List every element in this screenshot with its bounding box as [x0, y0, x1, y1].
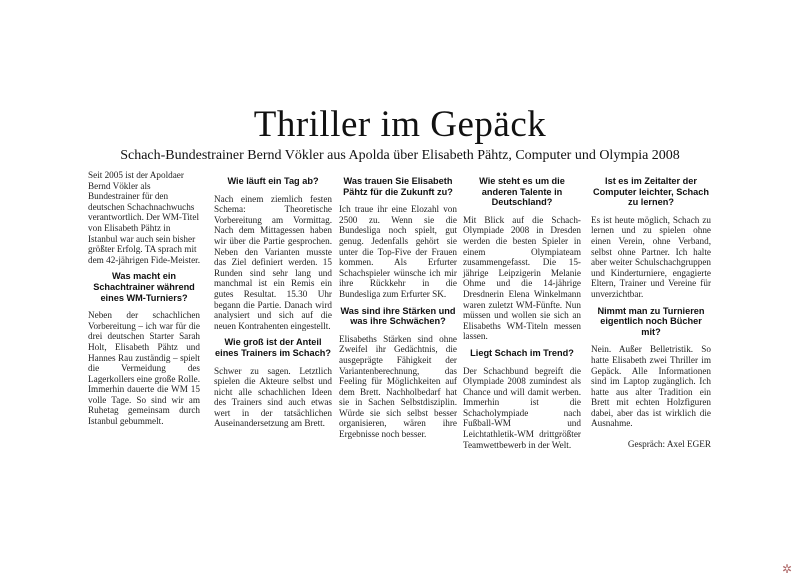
- author-credit: Gespräch: Axel EGER: [627, 439, 711, 450]
- subheadline: Schach-Bundestrainer Bernd Vökler aus Apolda über Elisabeth Pähtz, Computer und Olympia 2008: [120, 148, 680, 163]
- answer-paragraph: Neben der schachlichen Vorbereitung – ich war für die drei deutschen Starter Sarah Holt, Elisabeth Pähtz und Hannes Rau zuständig – spielt die Vermeidung des Lagerkollers eine große Rolle. Immerhin dauerte die WM 15 volle Tage. So sind wir am Ruhetag gemeinsam durch Istanbul gebummelt.: [88, 310, 200, 427]
- column-4: [463, 170, 581, 456]
- column-3: [339, 170, 457, 446]
- question-heading: Was trauen Sie Elisabeth Pähtz für die Zukunft zu?: [343, 176, 453, 197]
- column-1: [88, 170, 200, 433]
- question-heading: Nimmt man zu Turnieren eigentlich noch Bücher mit?: [597, 305, 705, 337]
- column-5: [591, 170, 711, 456]
- answer-paragraph: Nein. Außer Belletristik. So hatte Elisabeth zwei Thriller im Gepäck. Alle Informationen sind im Laptop zugänglich. Ich hatte aus alter Tradition ein Brett mit echten Holzfiguren dabei, aber das ist wirklich die Ausnahme.: [591, 344, 711, 429]
- answer-paragraph: Elisabeths Stärken sind ohne Zweifel ihr Gedächtnis, die ausgeprägte Fähigkeit der Variantenberechnung, das Feeling für Möglichkeiten auf dem Brett. Nachholbedarf hat sie in Sachen Selbstdisziplin. Würde sie sich selbst besser organisieren, wären ihre Ergebnisse noch besser.: [339, 333, 457, 440]
- question-heading: Liegt Schach im Trend?: [470, 347, 574, 358]
- question-heading: Wie steht es um die anderen Talente in Deutschland?: [479, 176, 565, 208]
- column-2: [214, 170, 332, 435]
- answer-paragraph: Der Schachbund begreift die Olympiade 2008 zumindest als Chance und will damit werben. Immerhin ist die Schacholympiade nach Fußball-WM und Leichtathletik-WM drittgrößter Teamwettbewerb in der Welt.: [463, 365, 581, 450]
- question-heading: Was sind ihre Stärken und was ihre Schwächen?: [340, 305, 456, 327]
- answer-paragraph: Ich traue ihr eine Elozahl von 2500 zu. Wenn sie die Bundesliga noch spielt, gut genug. Jedenfalls gehört sie unter die Top-Five der Frauen kommen. Als Erfurter Schachspieler wünsche ich mir ihre Rückkehr in die Bundesliga zum Erfurter SK.: [339, 204, 457, 299]
- headline: Thriller im Gepäck: [253, 104, 547, 145]
- intro-paragraph: Seit 2005 ist der Apoldaer Bernd Vökler als Bundestrainer für den deutschen Schachnachwuchs verantwortlich. Der WM-Titel von Elisabeth Pähtz in Istanbul war auch sein bisher größter Erfolg. TA sprach mit dem 42-jährigen Fide-Meister.: [88, 170, 201, 265]
- question-heading: Was macht ein Schachtrainer während eines WM-Turniers?: [93, 271, 195, 303]
- answer-paragraph: Mit Blick auf die Schach-Olympiade 2008 in Dresden werden die besten Spieler in einem Olympiateam zusammengefasst. Die 15-jährige Leipzigerin Melanie Ohme und die 14-jährige Dresdnerin Elena Winkelmann waren zuletzt WM-Fünfte. Nun müssen und wollen sie sich an Elisabeths WM-Titeln messen lassen.: [463, 214, 581, 342]
- answer-paragraph: Schwer zu sagen. Letztlich spielen die Akteure selbst und nicht alle schachlichen Ideen des Trainers sind auch etwas wert in der tatsächlichen Auseinandersetzung am Brett.: [214, 365, 332, 429]
- page-corner-icon: ✲: [781, 562, 793, 576]
- answer-paragraph: Es ist heute möglich, Schach zu lernen und zu spielen ohne einen Verein, ohne Verband, selbst ohne Partner. Ich halte aber weiter Schulschachgruppen und Kinderturniere, engagierte Eltern, Trainer und Vereine für unverzichtbar.: [591, 214, 711, 299]
- question-heading: Wie läuft ein Tag ab?: [227, 176, 319, 186]
- answer-paragraph: Nach einem ziemlich festen Schema: Theoretische Vorbereitung am Vormittag. Nach dem Mittagessen haben wir über die Partie gesprochen. Neben den Varianten musste das Ziel definiert werden. 15 Runden sind sehr lang und manchmal ist ein Remis ein gutes Resultat. 15.30 Uhr begann die Partie. Danach wird analysiert und sich auf die neuen Kontrahenten eingestellt.: [214, 193, 332, 331]
- question-heading: Wie groß ist der Anteil eines Trainers im Schach?: [215, 337, 331, 358]
- question-heading: Ist es im Zeitalter der Computer leichter, Schach zu lernen?: [593, 176, 709, 208]
